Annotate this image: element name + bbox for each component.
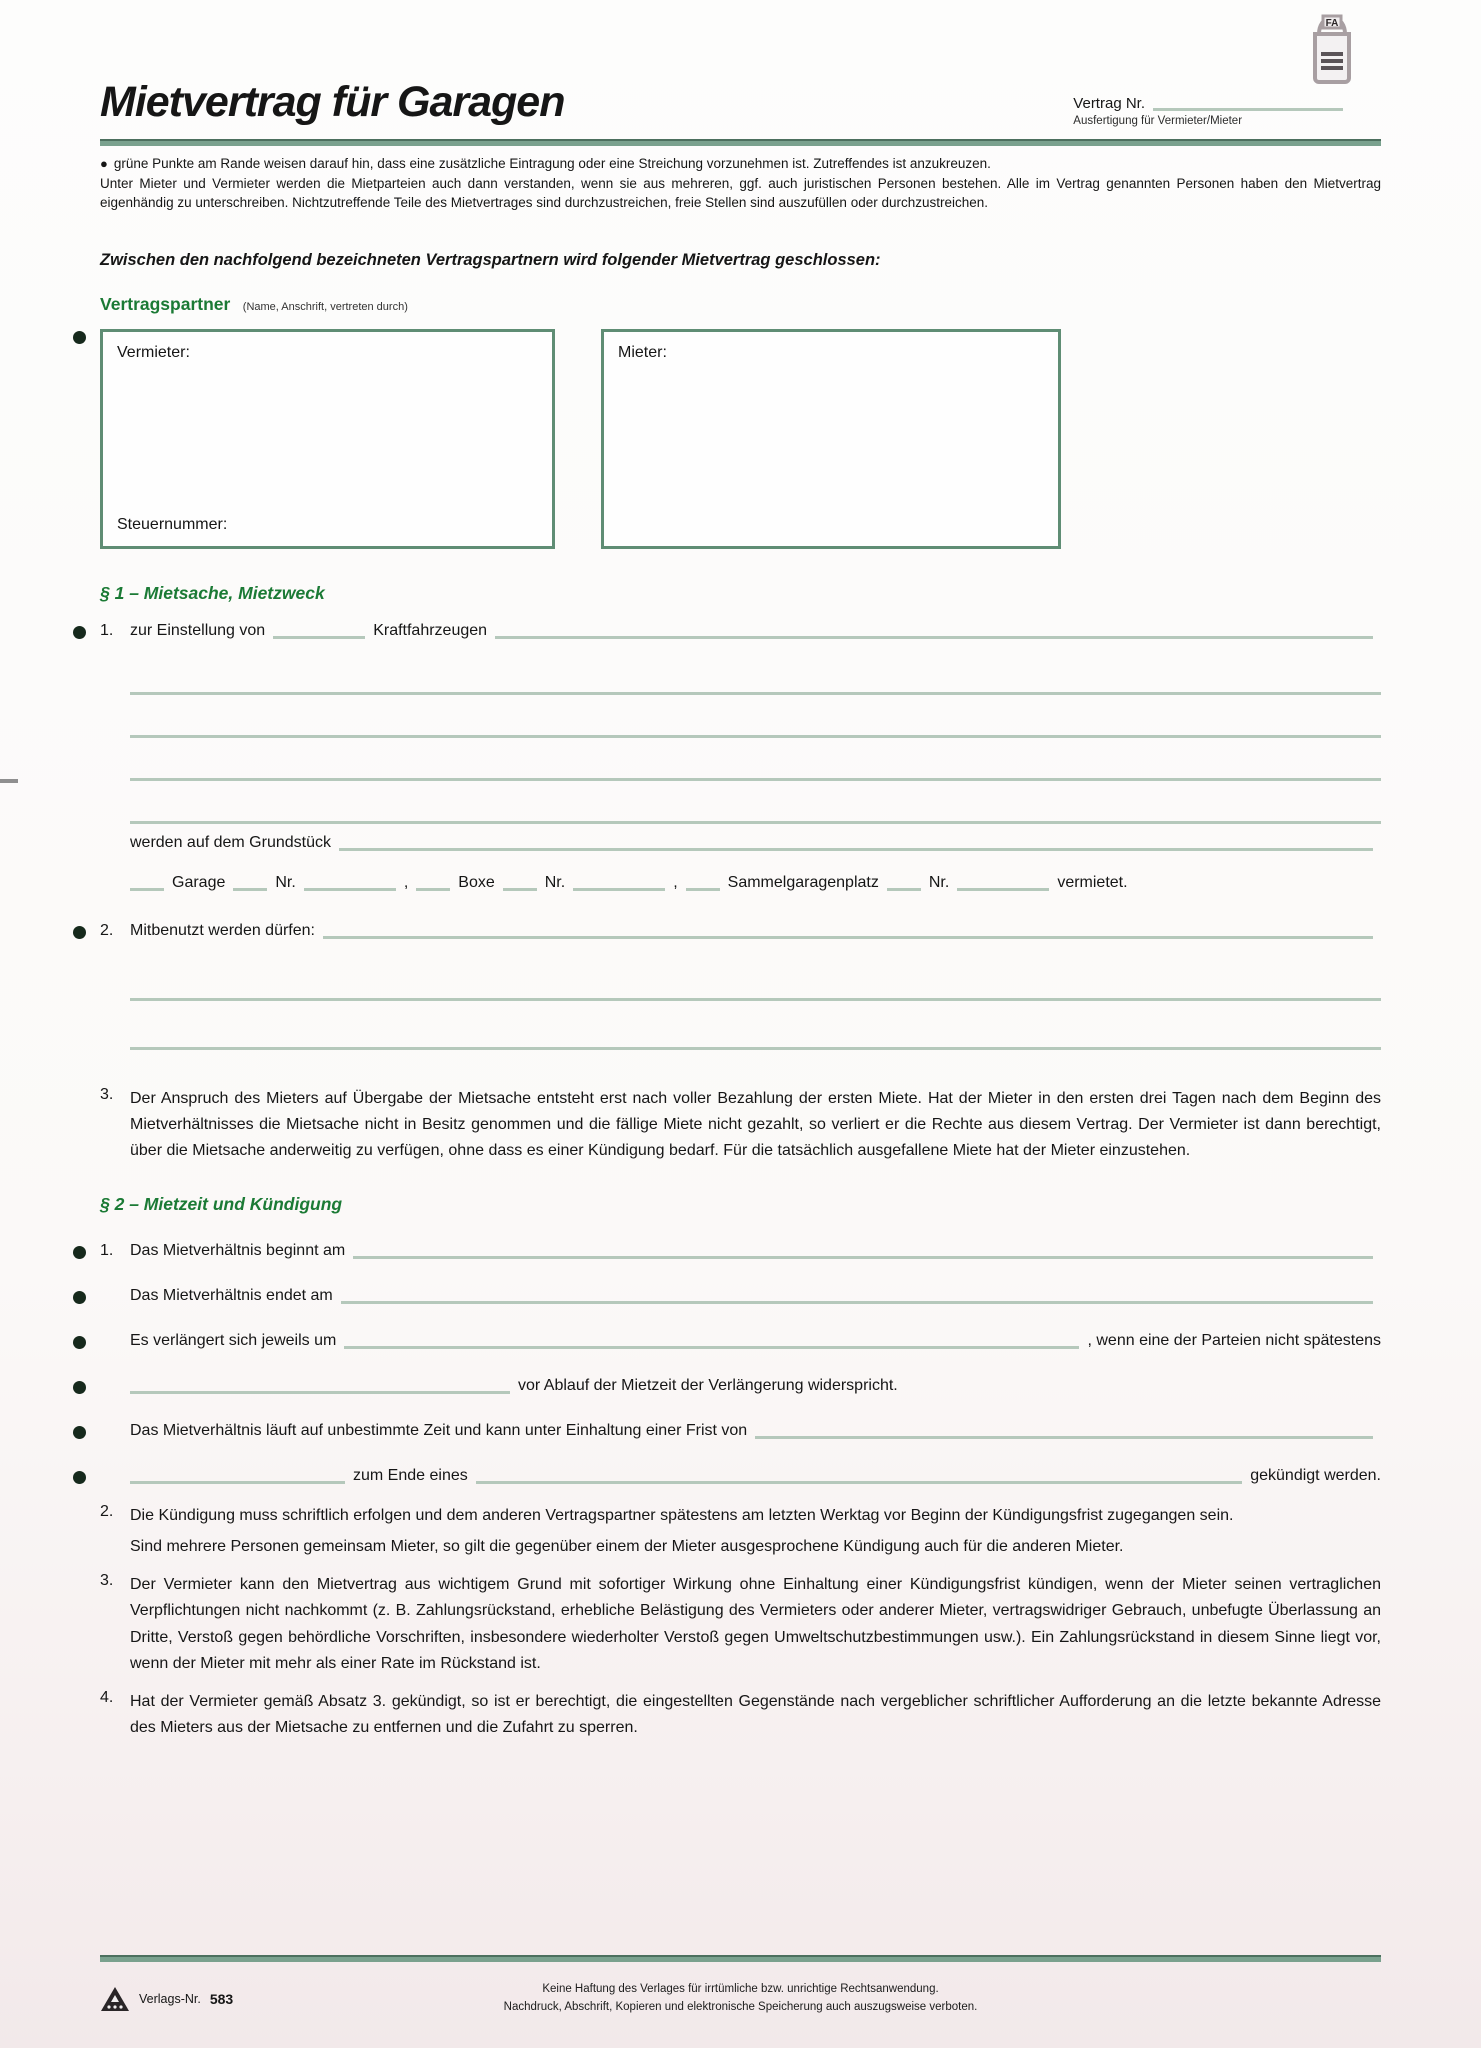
item-number: 4.: [100, 1688, 114, 1706]
s2-row-verlaengerung: [100, 1332, 1381, 1350]
s2-gekuendigt-label: gekündigt werden.: [1250, 1467, 1381, 1485]
s2-item2-text-1: Die Kündigung muss schriftlich erfolgen und dem anderen Vertragspartner spätestens am letzten Werktag vor Beginn der Kündigungsfrist zugegangen sein.: [130, 1507, 1234, 1525]
s2-unbestimmt-label: Das Mietverhältnis läuft auf unbestimmte Zeit und kann unter Einhaltung einer Frist von: [130, 1422, 748, 1440]
partners-heading: [100, 294, 1381, 315]
field-boxe-count[interactable]: [503, 874, 537, 891]
margin-dot-icon: [73, 1426, 86, 1439]
field-widerspruch-frist[interactable]: [130, 1377, 510, 1394]
s2-verlaengerung-label: Es verlängert sich jeweils um: [130, 1332, 337, 1350]
s2-row-unbestimmt: [100, 1422, 1381, 1440]
field-kfz-extra[interactable]: [495, 622, 1373, 639]
blank-line[interactable]: [130, 1001, 1381, 1050]
s1-item2-text: Mitbenutzt werden dürfen:: [130, 921, 315, 939]
s1-item1-text: zur Einstellung von: [130, 621, 266, 639]
intro-note-2: Unter Mieter und Vermieter werden die Mietparteien auch dann verstanden, wenn sie aus mehreren, ggf. auch juristischen Personen bestehen. Alle im Vertrag genannten Personen haben den Mietvertrag eigenhändig zu unterschreiben. Nichtzutreffende Teile des Mietvertrages sind durchzustreichen, freie Stellen sind auszufüllen oder durchzustreichen.: [100, 175, 1381, 211]
section2-heading: § 2 – Mietzeit und Kündigung: [100, 1194, 343, 1215]
margin-dot-icon: [73, 926, 86, 939]
field-boxe-nr[interactable]: [573, 874, 665, 891]
s2-ende-label: Das Mietverhältnis endet am: [130, 1287, 333, 1305]
partners-hint: (Name, Anschrift, vertreten durch): [242, 300, 408, 313]
blank-line[interactable]: [130, 652, 1381, 695]
preamble-sentence: Zwischen den nachfolgend bezeichneten Vertragspartnern wird folgender Mietvertrag geschlossen:: [100, 250, 881, 269]
s2-row-gekuendigt: [100, 1467, 1381, 1485]
s2-item2-text-2: Sind mehrere Personen gemeinsam Mieter, so gilt die gegenüber einem der Mieter ausgesprochene Kündigung auch für die anderen Mieter.: [130, 1538, 1124, 1556]
item-number: 2.: [100, 1503, 114, 1521]
s1-item1-text2: Kraftfahrzeugen: [373, 621, 488, 639]
item-number: 3.: [100, 1085, 114, 1103]
field-grundstueck[interactable]: [339, 834, 1373, 851]
blank-line[interactable]: [130, 781, 1381, 824]
field-beginn-datum[interactable]: [353, 1242, 1373, 1259]
s2-row-ende: [100, 1287, 1381, 1305]
verlag-number: 583: [209, 1991, 234, 2007]
s1-garage-row: [130, 874, 1381, 892]
form-header: [100, 78, 1381, 213]
field-sammel-check[interactable]: [686, 874, 720, 891]
nr-label: Nr.: [275, 873, 296, 891]
item-number: 2.: [100, 921, 114, 939]
publisher-brand: [100, 1986, 233, 2012]
s2-verlaengerung-after: , wenn eine der Parteien nicht spätestens: [1087, 1332, 1381, 1350]
item-number: 3.: [100, 1572, 114, 1590]
blank-line[interactable]: [130, 695, 1381, 738]
margin-dot-icon: [73, 1291, 86, 1304]
margin-dot-icon: [73, 1246, 86, 1259]
margin-dot-icon: [73, 626, 86, 639]
sammelgaragenplatz-label: Sammelgaragenplatz: [727, 873, 879, 891]
s1-blank-lines: [130, 652, 1381, 824]
field-ende-eines[interactable]: [476, 1467, 1243, 1484]
footer-divider: [100, 1955, 1381, 1962]
s2-item2-paragraph: [100, 1503, 1381, 1560]
field-verlaengerung[interactable]: [344, 1332, 1079, 1349]
disclaimer-line-1: Keine Haftung des Verlages für irrtümliche bzw. unrichtige Rechtsanwendung.: [542, 1983, 939, 1996]
field-sammel-count[interactable]: [887, 874, 921, 891]
s1-item1-row: [100, 622, 1381, 640]
tax-number-label: Steuernummer:: [117, 515, 228, 533]
comma: ,: [673, 873, 678, 891]
intro-note-1-text: grüne Punkte am Rande weisen darauf hin, dass eine zusätzliche Eintragung oder eine Streichung vorzunehmen ist. Zutreffendes ist anzukreuzen.: [113, 156, 991, 171]
field-ende-datum[interactable]: [341, 1287, 1373, 1304]
item-number: 1.: [100, 1242, 114, 1260]
field-garage-check[interactable]: [130, 874, 164, 891]
s1-item3-paragraph: [100, 1086, 1381, 1164]
field-garage-nr[interactable]: [304, 874, 396, 891]
nr-label: Nr.: [544, 873, 566, 891]
page-title: Mietvertrag für Garagen: [100, 78, 565, 126]
field-boxe-check[interactable]: [416, 874, 450, 891]
landlord-label: Vermieter:: [117, 343, 190, 361]
s1-item3-text: Der Anspruch des Mieters auf Übergabe der Mietsache entsteht erst nach voller Bezahlung der ersten Miete. Hat der Mieter in den ersten drei Tagen nach dem Beginn des Mietverhältnisses die Mietsache nicht in Besitz genommen und die fällige Miete nicht gezahlt, so verliert er die Rechte aus diesem Vertrag. Der Vermieter ist dann berechtigt, über die Mietsache anderweitig zu verfügen, ohne dass es einer Kündigung bedarf. Für die tatsächlich ausgefallene Miete hat der Mieter einzustehen.: [130, 1089, 1381, 1160]
verlag-label: Verlags-Nr.: [139, 1992, 201, 2006]
section1-heading: § 1 – Mietsache, Mietzweck: [100, 582, 325, 603]
blank-line[interactable]: [130, 738, 1381, 781]
field-vertrag-nr[interactable]: [1153, 94, 1343, 111]
s1-grundstueck-row: [130, 834, 1381, 852]
tenant-box[interactable]: [601, 329, 1061, 549]
s2-item4-text: Hat der Vermieter gemäß Absatz 3. gekündigt, so ist er berechtigt, die eingestellten Gegenstände nach vergeblicher schriftlicher Aufforderung an die letzte bekannte Adresse des Mieters aus der Mietsache zu entfernen und die Zufahrt zu sperren.: [130, 1692, 1381, 1736]
s2-item4-paragraph: [100, 1689, 1381, 1741]
field-frist-zusatz[interactable]: [130, 1467, 345, 1484]
vermietet-label: vermietet.: [1057, 873, 1128, 891]
tenant-label: Mieter:: [618, 343, 667, 361]
margin-dot-icon: [73, 1471, 86, 1484]
copy-designation-label: Ausfertigung für Vermieter/Mieter: [1073, 115, 1243, 127]
s2-ende-eines-label: zum Ende eines: [353, 1467, 468, 1485]
s2-item3-text: Der Vermieter kann den Mietvertrag aus wichtigem Grund mit sofortiger Wirkung ohne Einhaltung einer Kündigungsfrist kündigen, wenn der Mieter seinen vertraglichen Verpflichtungen nicht nachkommt (z. B. Zahlungsrückstand, erhebliche Belästigung des Vermieters oder anderer Mieter, vertragswidriger Gebrauch, unbefugte Überlassung an Dritte, Verstoß gegen behördliche Vorschriften, insbesondere wiederholter Verstoß gegen Umweltschutzbestimmungen usw.). Ein Zahlungsrückstand in diesem Sinne liegt vor, wenn der Mieter mit mehr als einer Rate im Rückstand ist.: [130, 1576, 1381, 1672]
s2-row-beginn: [100, 1242, 1381, 1260]
s2-beginn-label: Das Mietverhältnis beginnt am: [130, 1242, 346, 1260]
s1-item2-row: [100, 922, 1381, 940]
landlord-box[interactable]: [100, 329, 555, 549]
boxe-label: Boxe: [458, 873, 495, 891]
green-dot-legend-icon: ●: [100, 156, 108, 171]
margin-dot-icon: [73, 1381, 86, 1394]
contract-number-block: [1073, 94, 1381, 127]
garage-label: Garage: [172, 873, 226, 891]
margin-dot-icon: [73, 1336, 86, 1349]
header-divider: [100, 139, 1381, 146]
field-kfz-count[interactable]: [273, 622, 365, 639]
margin-dot-icon: [73, 331, 86, 344]
contract-no-label: Vertrag Nr.: [1073, 95, 1145, 112]
intro-note-1: [100, 154, 1381, 174]
scan-margin-mark: [0, 779, 18, 783]
s2-item3-paragraph: [100, 1572, 1381, 1676]
field-kuendigung-frist[interactable]: [755, 1422, 1373, 1439]
printing-press-icon: [1303, 8, 1361, 91]
field-sammel-nr[interactable]: [957, 874, 1049, 891]
s1-blank-lines-2: [130, 952, 1381, 1050]
svg-text:FA: FA: [1325, 18, 1339, 29]
field-garage-count[interactable]: [233, 874, 267, 891]
partner-boxes: [100, 329, 1381, 549]
nr-label: Nr.: [928, 873, 950, 891]
partners-label: Vertragspartner: [100, 293, 231, 314]
blank-line[interactable]: [130, 952, 1381, 1001]
footer-disclaimer: [100, 1981, 1381, 2017]
s2-row-widerspruch: [100, 1377, 1381, 1395]
disclaimer-line-2: Nachdruck, Abschrift, Kopieren und elektronische Speicherung auch auszugsweise verboten.: [503, 2001, 978, 2013]
s2-widerspruch-label: vor Ablauf der Mietzeit der Verlängerung widerspricht.: [518, 1377, 898, 1395]
grundstueck-label: werden auf dem Grundstück: [130, 833, 331, 851]
field-mitbenutzt[interactable]: [323, 922, 1373, 939]
form-footer: [100, 1955, 1381, 2022]
item-number: 1.: [100, 621, 114, 639]
comma: ,: [403, 873, 409, 891]
publisher-triangle-logo: [100, 1986, 130, 2012]
